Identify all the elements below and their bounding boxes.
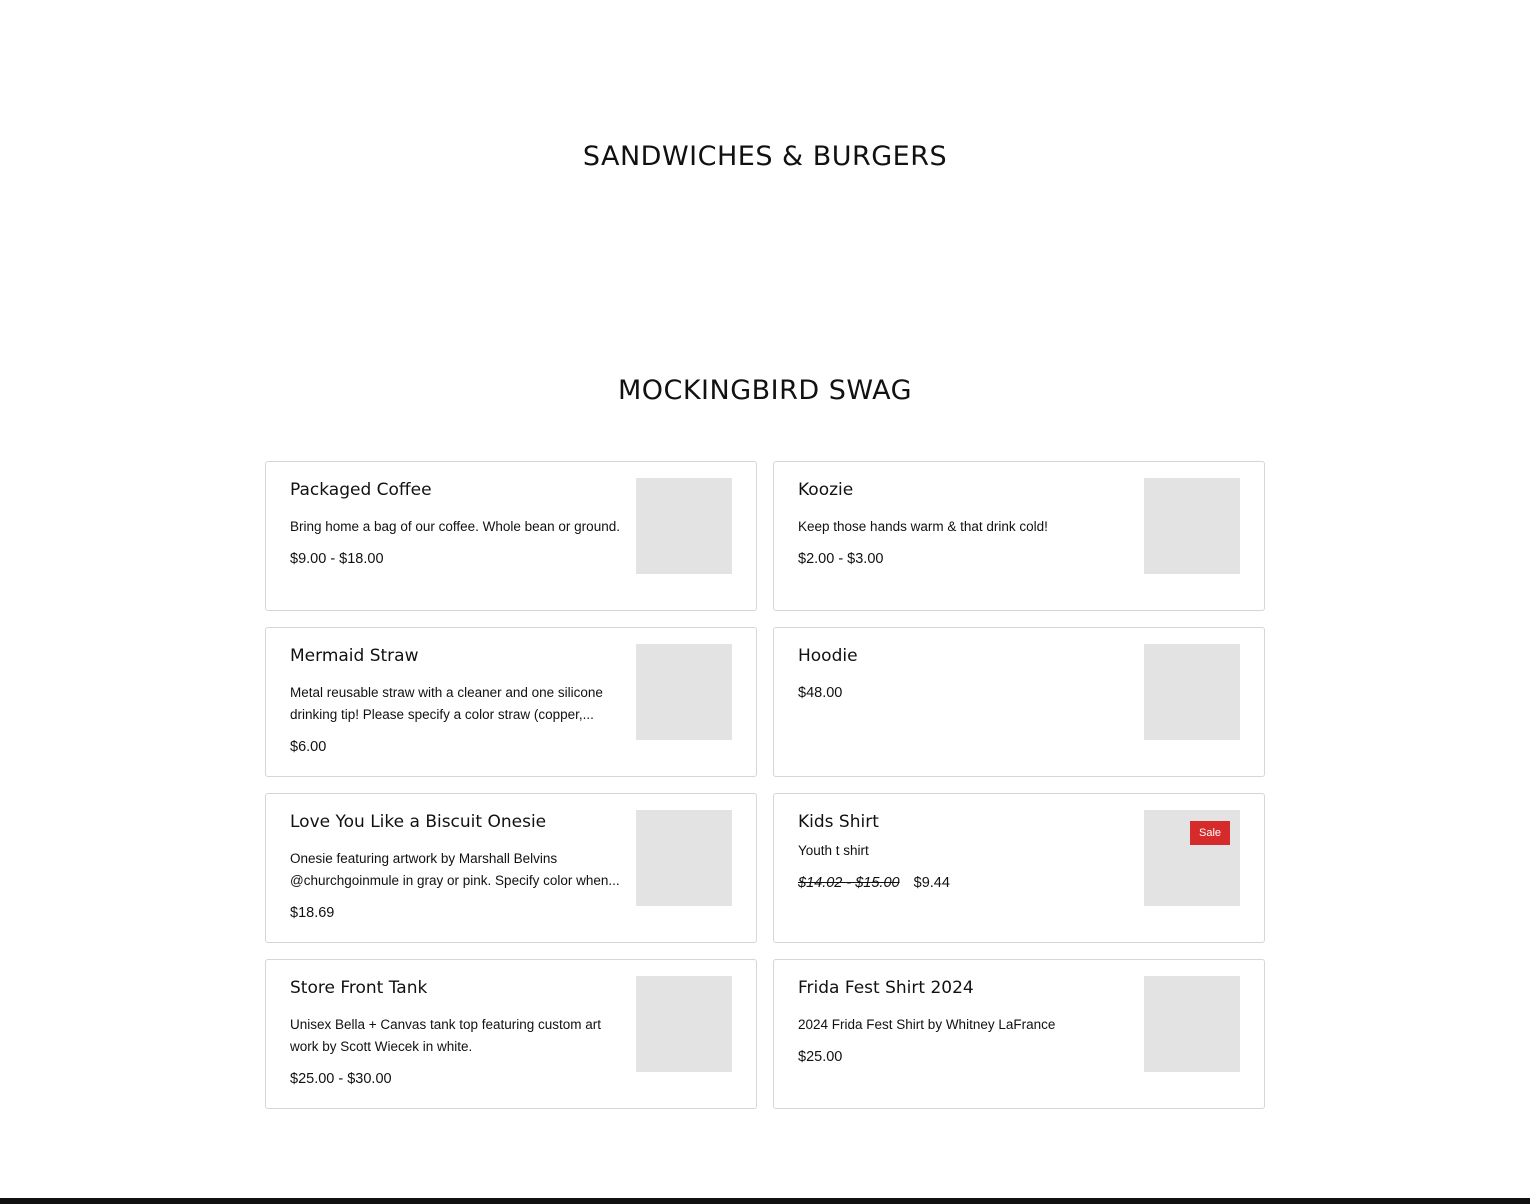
product-description: Onesie featuring artwork by Marshall Belvins @churchgoinmule in gray or pink. Specify color when... — [290, 851, 620, 888]
product-description: Bring home a bag of our coffee. Whole bean or ground. — [290, 519, 620, 534]
product-card-frida-fest-shirt[interactable] — [773, 959, 1265, 1109]
product-card-mermaid-straw[interactable] — [265, 627, 757, 777]
product-price-group — [798, 872, 1128, 894]
product-original-price: $14.02 - $15.00 — [798, 875, 900, 891]
product-description: Metal reusable straw with a cleaner and one silicone drinking tip! Please specify a color straw (copper,... — [290, 685, 603, 722]
product-image-placeholder — [1144, 644, 1240, 740]
section-title-sandwiches: SANDWICHES & BURGERS — [582, 141, 948, 172]
product-price: $6.00 — [290, 739, 327, 755]
product-image-placeholder — [636, 976, 732, 1072]
product-name: Mermaid Straw — [290, 646, 419, 666]
product-description: 2024 Frida Fest Shirt by Whitney LaFrance — [798, 1017, 1056, 1032]
product-price: $2.00 - $3.00 — [798, 551, 884, 567]
product-name: Packaged Coffee — [290, 480, 432, 500]
product-description: Unisex Bella + Canvas tank top featuring custom art work by Scott Wiecek in white. — [290, 1017, 602, 1054]
product-image-placeholder — [1144, 478, 1240, 574]
product-name: Store Front Tank — [290, 978, 428, 998]
product-image-placeholder — [1144, 810, 1240, 906]
footer-bar — [0, 1198, 1530, 1204]
section-title-swag: MOCKINGBIRD SWAG — [617, 375, 913, 406]
product-image-placeholder — [636, 644, 732, 740]
product-price: $25.00 - $30.00 — [290, 1071, 392, 1087]
product-name: Hoodie — [798, 646, 858, 666]
product-description: Keep those hands warm & that drink cold! — [798, 519, 1048, 534]
sale-badge: Sale — [1190, 821, 1230, 845]
product-price: $25.00 — [798, 1049, 843, 1065]
product-price: $18.69 — [290, 905, 335, 921]
product-sale-price: $9.44 — [913, 875, 950, 891]
product-card-kids-shirt[interactable] — [773, 793, 1265, 943]
product-name: Frida Fest Shirt 2024 — [798, 978, 974, 998]
product-card-hoodie[interactable] — [773, 627, 1265, 777]
product-description: Youth t shirt — [798, 843, 869, 858]
product-image-placeholder — [1144, 976, 1240, 1072]
product-card-packaged-coffee[interactable] — [265, 461, 757, 611]
product-price: $48.00 — [798, 685, 843, 701]
product-name: Koozie — [798, 480, 854, 500]
product-grid — [265, 461, 1265, 1109]
product-name: Kids Shirt — [798, 812, 879, 832]
product-price: $9.00 - $18.00 — [290, 551, 384, 567]
product-name: Love You Like a Biscuit Onesie — [290, 812, 547, 832]
product-image-placeholder — [636, 478, 732, 574]
product-card-biscuit-onesie[interactable] — [265, 793, 757, 943]
product-card-koozie[interactable] — [773, 461, 1265, 611]
product-image-placeholder — [636, 810, 732, 906]
product-card-store-front-tank[interactable] — [265, 959, 757, 1109]
